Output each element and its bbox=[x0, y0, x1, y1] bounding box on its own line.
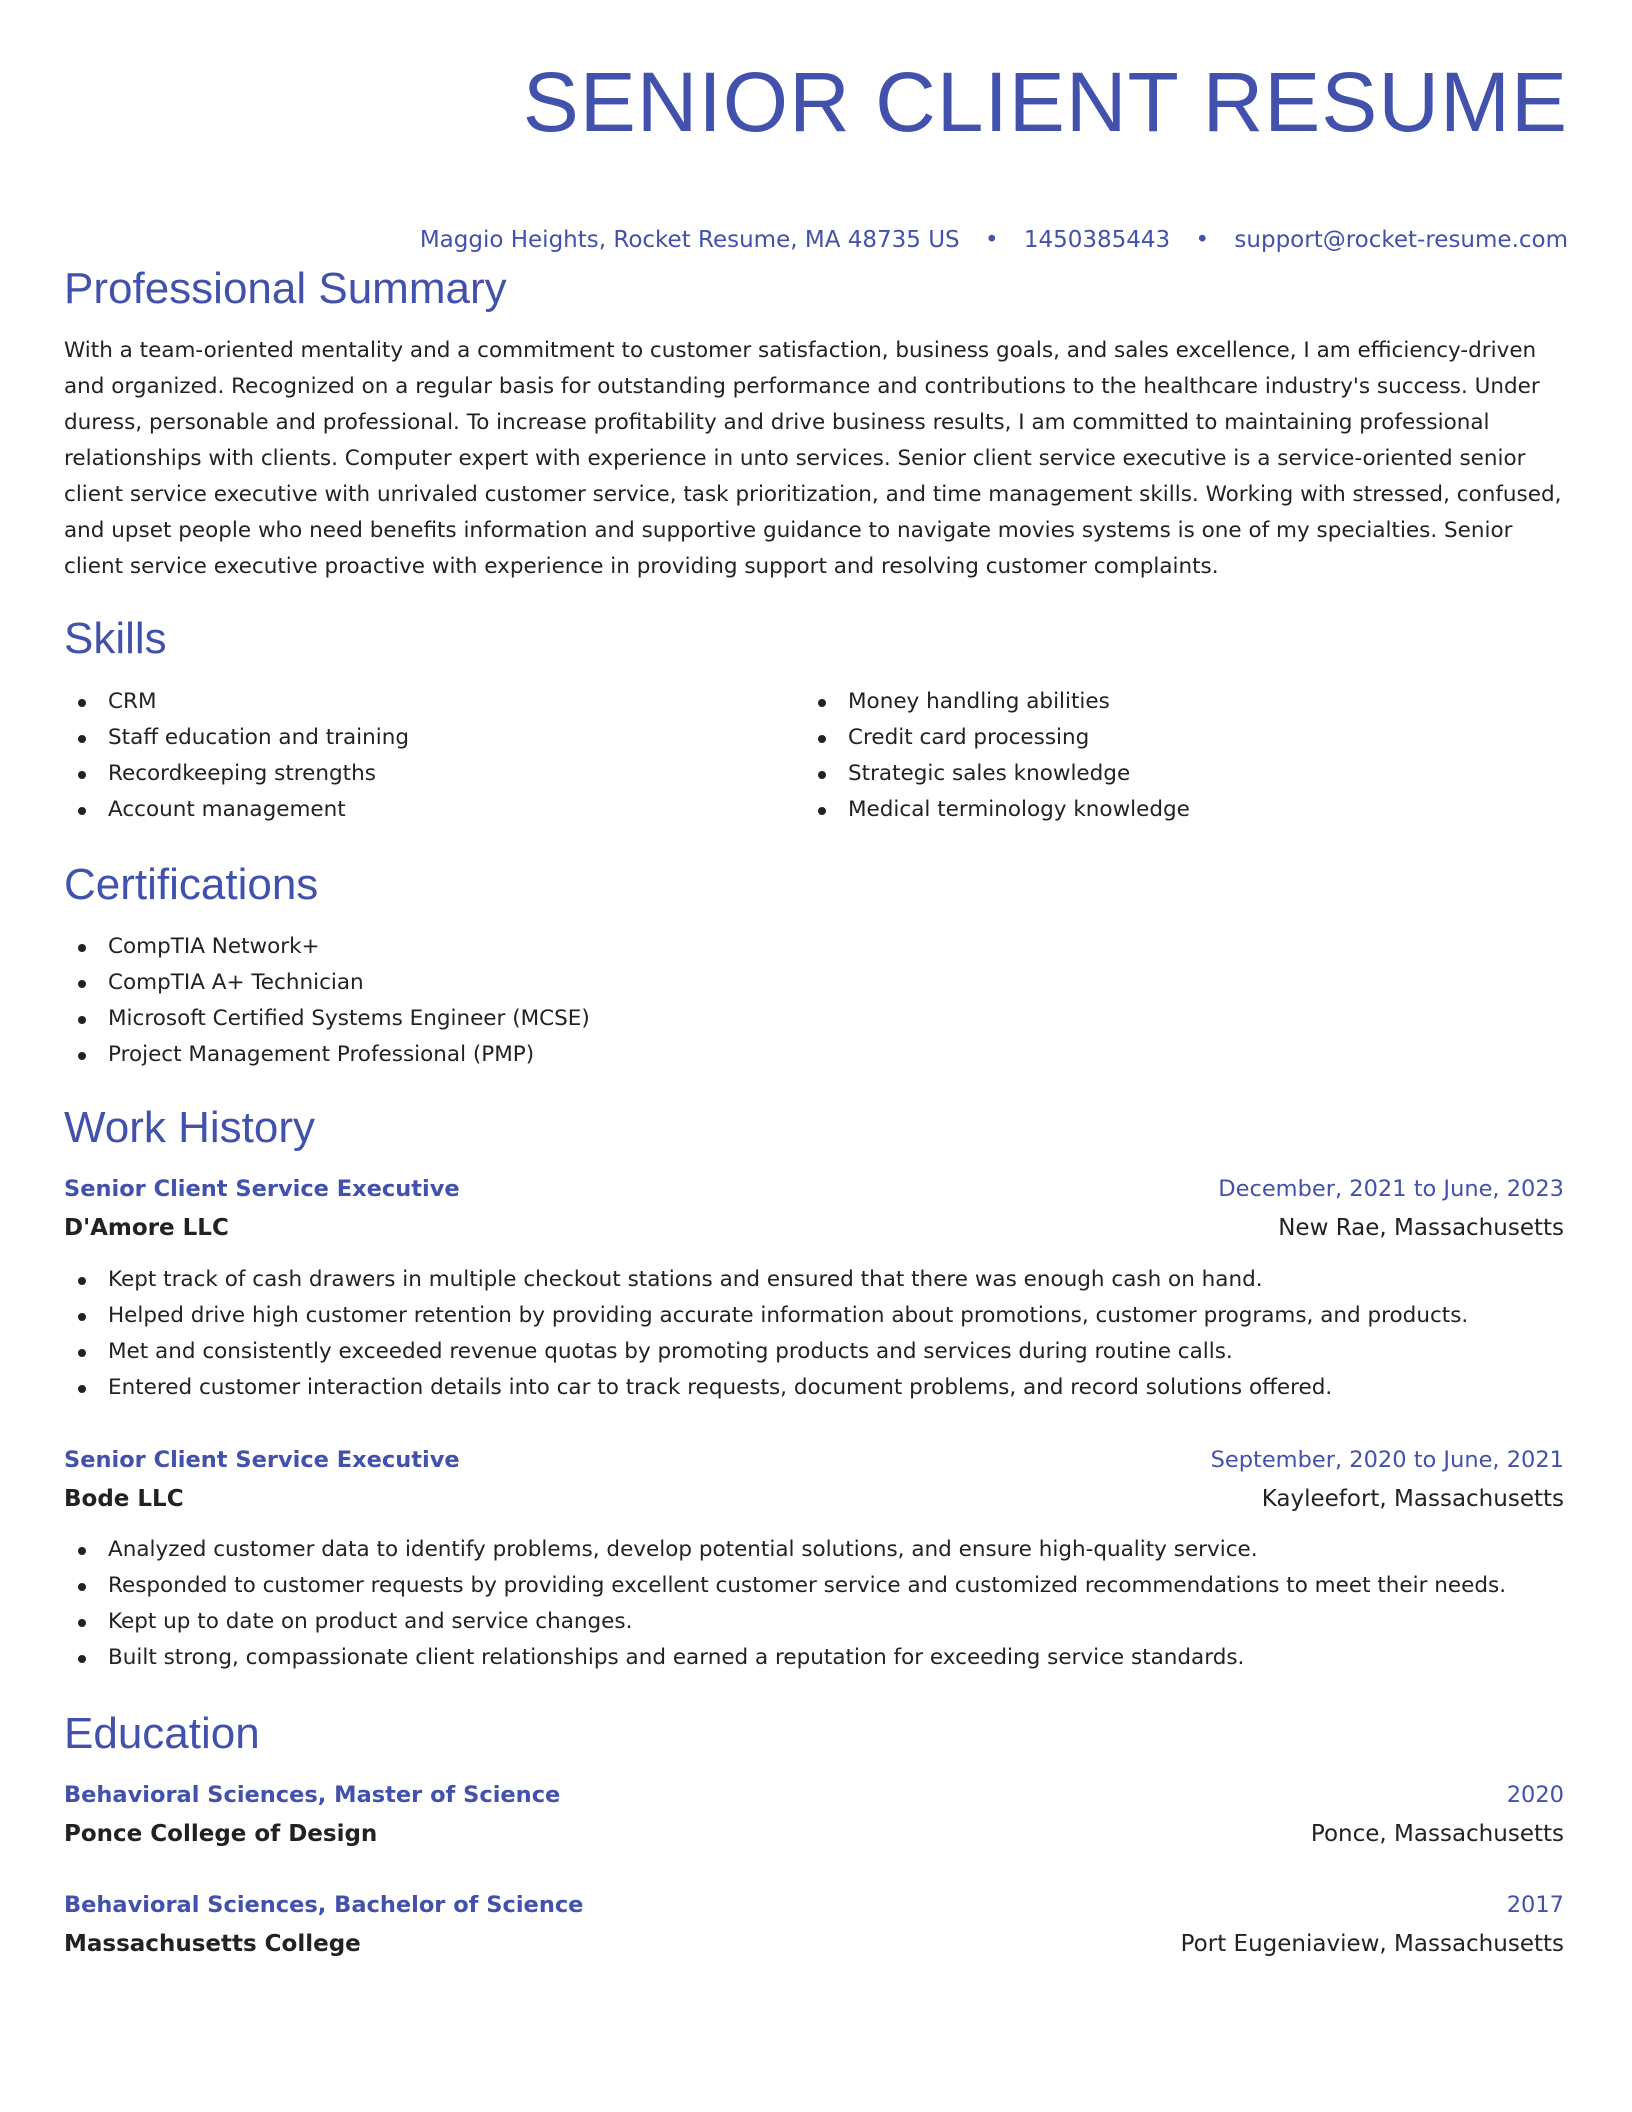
job-location: New Rae, Massachusetts bbox=[1278, 1215, 1564, 1241]
education-year: 2020 bbox=[1506, 1782, 1564, 1808]
section-title-skills: Skills bbox=[64, 614, 167, 663]
certifications-list bbox=[64, 929, 590, 1073]
job-company: D'Amore LLC bbox=[64, 1215, 229, 1241]
education-entry bbox=[64, 1886, 1564, 1964]
job-bullet: Kept up to date on product and service changes. bbox=[64, 1604, 1506, 1640]
job-role: Senior Client Service Executive bbox=[64, 1176, 460, 1202]
job-bullet: Met and consistently exceeded revenue quotas by promoting products and services during routine calls. bbox=[64, 1334, 1468, 1370]
job-location: Kayleefort, Massachusetts bbox=[1261, 1486, 1564, 1512]
skill-item: Account management bbox=[64, 792, 804, 828]
skill-item: Credit card processing bbox=[804, 720, 1544, 756]
skills-list bbox=[64, 684, 1564, 828]
certification-item: CompTIA A+ Technician bbox=[64, 965, 590, 1001]
job-company: Bode LLC bbox=[64, 1486, 184, 1512]
skill-item: CRM bbox=[64, 684, 804, 720]
job-dates: September, 2020 to June, 2021 bbox=[1210, 1447, 1564, 1473]
job-bullet: Helped drive high customer retention by providing accurate information about promotions, customer programs, and products. bbox=[64, 1298, 1468, 1334]
skill-item: Money handling abilities bbox=[804, 684, 1544, 720]
job-dates: December, 2021 to June, 2023 bbox=[1218, 1176, 1564, 1202]
certification-item: Microsoft Certified Systems Engineer (MCSE) bbox=[64, 1001, 590, 1037]
skills-column-right bbox=[804, 684, 1544, 828]
skills-column-left bbox=[64, 684, 804, 828]
resume-title: SENIOR CLIENT RESUME bbox=[522, 55, 1568, 149]
job-entry-header bbox=[64, 1441, 1564, 1519]
section-title-work-history: Work History bbox=[64, 1103, 315, 1152]
education-school: Ponce College of Design bbox=[64, 1821, 378, 1847]
section-title-education: Education bbox=[64, 1709, 260, 1758]
skill-item: Medical terminology knowledge bbox=[804, 792, 1544, 828]
skill-item: Staff education and training bbox=[64, 720, 804, 756]
education-school: Massachusetts College bbox=[64, 1931, 361, 1957]
education-location: Port Eugeniaview, Massachusetts bbox=[1180, 1931, 1564, 1957]
job-role: Senior Client Service Executive bbox=[64, 1447, 460, 1473]
certification-item: Project Management Professional (PMP) bbox=[64, 1037, 590, 1073]
education-degree: Behavioral Sciences, Bachelor of Science bbox=[64, 1892, 584, 1918]
education-degree: Behavioral Sciences, Master of Science bbox=[64, 1782, 561, 1808]
job-bullet: Entered customer interaction details into car to track requests, document problems, and record solutions offered. bbox=[64, 1370, 1468, 1406]
contact-email[interactable]: support@rocket-resume.com bbox=[1234, 227, 1568, 253]
summary-text: With a team-oriented mentality and a commitment to customer satisfaction, business goals, and sales excellence, I am efficiency-driven and organized. Recognized on a regular basis for outstanding performance and contributions to the healthcare industry's success. Under duress, personable and professional. To increase profitability and drive business results, I am committed to maintaining professional relationships with clients. Computer expert with experience in unto services. Senior client service executive is a service-oriented senior client service executive with unrivaled customer service, task prioritization, and time management skills. Working with stressed, confused, and upset people who need benefits information and supportive guidance to navigate movies systems is one of my specialties. Senior client service executive proactive with experience in providing support and resolving customer complaints. bbox=[64, 338, 1562, 579]
section-title-certifications: Certifications bbox=[64, 860, 319, 909]
job-bullet: Analyzed customer data to identify problems, develop potential solutions, and ensure high-quality service. bbox=[64, 1532, 1506, 1568]
contact-separator: • bbox=[984, 227, 999, 253]
job-bullets bbox=[64, 1262, 1468, 1406]
job-bullet: Built strong, compassionate client relationships and earned a reputation for exceeding service standards. bbox=[64, 1640, 1506, 1676]
skill-item: Recordkeeping strengths bbox=[64, 756, 804, 792]
section-title-summary: Professional Summary bbox=[64, 264, 507, 313]
contact-phone: 1450385443 bbox=[1023, 227, 1171, 253]
contact-separator: • bbox=[1195, 227, 1210, 253]
skill-item: Strategic sales knowledge bbox=[804, 756, 1544, 792]
certification-item: CompTIA Network+ bbox=[64, 929, 590, 965]
contact-address: Maggio Heights, Rocket Resume, MA 48735 US bbox=[419, 227, 960, 253]
job-bullets bbox=[64, 1532, 1506, 1676]
education-entry bbox=[64, 1776, 1564, 1854]
education-location: Ponce, Massachusetts bbox=[1310, 1821, 1564, 1847]
job-bullet: Responded to customer requests by providing excellent customer service and customized recommendations to meet their needs. bbox=[64, 1568, 1506, 1604]
job-entry-header bbox=[64, 1170, 1564, 1248]
contact-line bbox=[64, 224, 1568, 256]
education-year: 2017 bbox=[1506, 1892, 1564, 1918]
job-bullet: Kept track of cash drawers in multiple checkout stations and ensured that there was enough cash on hand. bbox=[64, 1262, 1468, 1298]
